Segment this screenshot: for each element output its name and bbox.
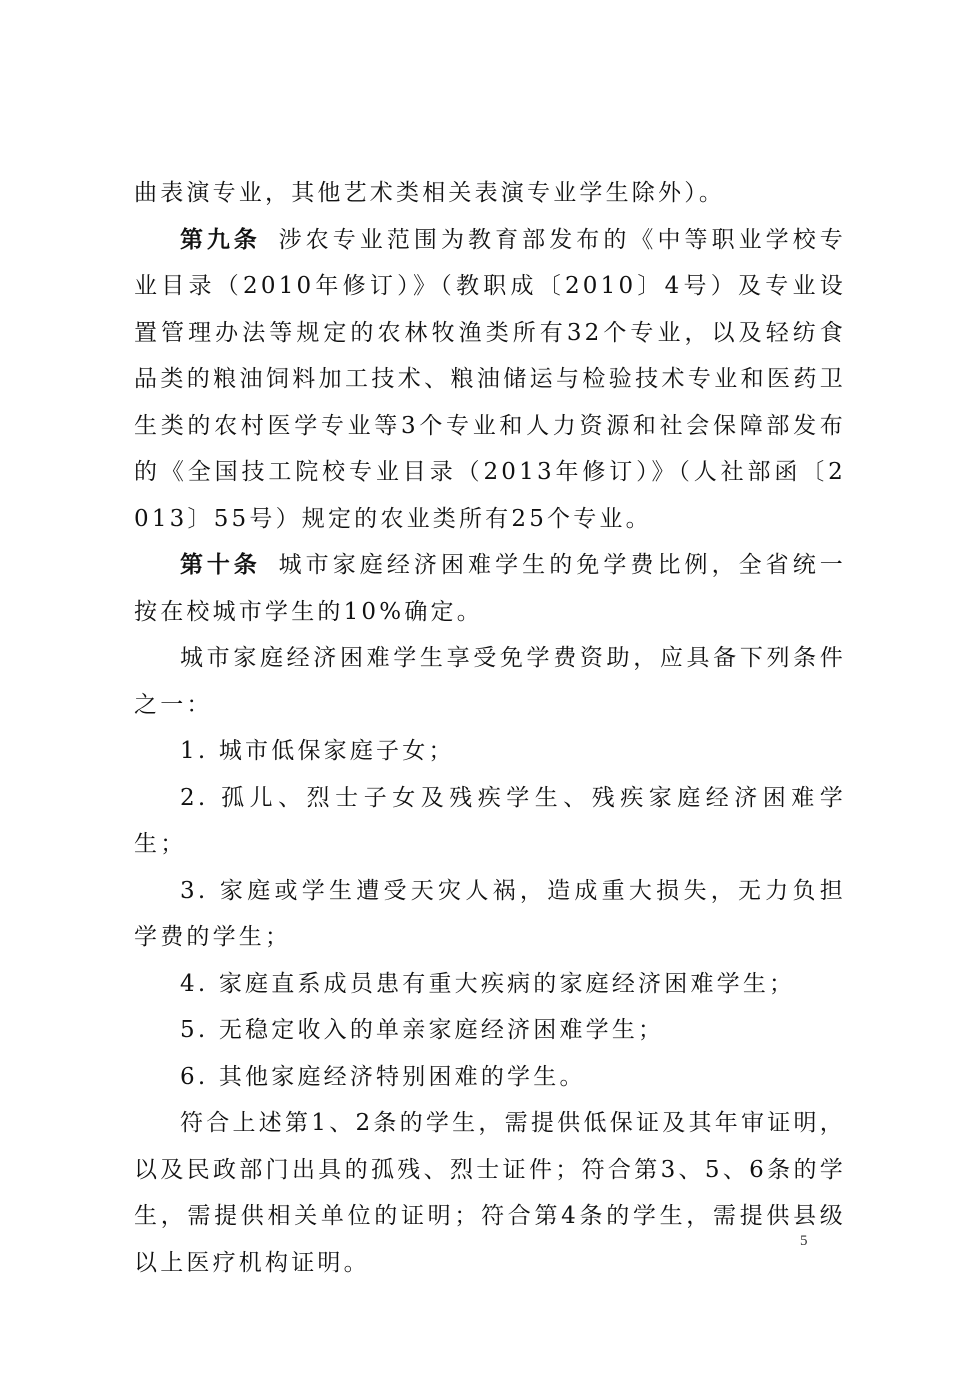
document-body: [134, 170, 846, 1286]
article-9-paragraph: [134, 217, 846, 543]
paragraph-text: 城市家庭经济困难学生享受免学费资助，应具备下列条件之一：: [134, 645, 846, 718]
paragraph-continuation: [134, 170, 846, 217]
paragraph-text: 1. 城市低保家庭子女；: [180, 738, 455, 764]
paragraph-text: 5. 无稳定收入的单亲家庭经济困难学生；: [180, 1017, 665, 1043]
paragraph-text: 4. 家庭直系成员患有重大疾病的家庭经济困难学生；: [180, 970, 796, 997]
condition-item-2: [134, 775, 846, 868]
article-heading: 第十条: [180, 552, 261, 578]
condition-item-5: [134, 1007, 846, 1054]
page-number: 5: [800, 1233, 808, 1249]
conditions-intro-paragraph: [134, 635, 846, 728]
paragraph-text: 2. 孤儿、烈士子女及残疾学生、残疾家庭经济困难学生；: [134, 784, 846, 857]
paragraph-text: 3. 家庭或学生遭受天灾人祸，造成重大损失，无力负担学费的学生；: [134, 877, 846, 950]
article-heading: 第九条: [180, 226, 261, 253]
paragraph-text: 曲表演专业，其他艺术类相关表演专业学生除外）。: [134, 180, 726, 206]
documentation-paragraph: [134, 1100, 846, 1286]
condition-item-4: [134, 961, 846, 1008]
paragraph-text: 符合上述第1、2条的学生，需提供低保证及其年审证明，以及民政部门出具的孤残、烈士证件；符合第3、5、6条的学生，需提供相关单位的证明；符合第4条的学生，需提供县级以上医疗机构证明。: [134, 1110, 846, 1276]
paragraph-text: 6. 其他家庭经济特别困难的学生。: [180, 1063, 586, 1090]
condition-item-1: [134, 728, 846, 775]
paragraph-text: 涉农专业范围为教育部发布的《中等职业学校专业目录（2010年修订）》（教职成〔2010〕4号）及专业设置管理办法等规定的农林牧渔类所有32个专业，以及轻纺食品类的粮油饲料加工技术、粮油储运与检验技术专业和医药卫生类的农村医学专业等3个专业和人力资源和社会保障部发布的《全国技工院校专业目录（2013年修订）》（人社部函〔2013〕55号）规定的农业类所有25个专业。: [134, 226, 847, 532]
condition-item-6: [134, 1054, 846, 1101]
paragraph-text: 城市家庭经济困难学生的免学费比例，全省统一按在校城市学生的10%确定。: [134, 552, 847, 625]
condition-item-3: [134, 868, 846, 961]
article-10-paragraph: [134, 542, 846, 635]
